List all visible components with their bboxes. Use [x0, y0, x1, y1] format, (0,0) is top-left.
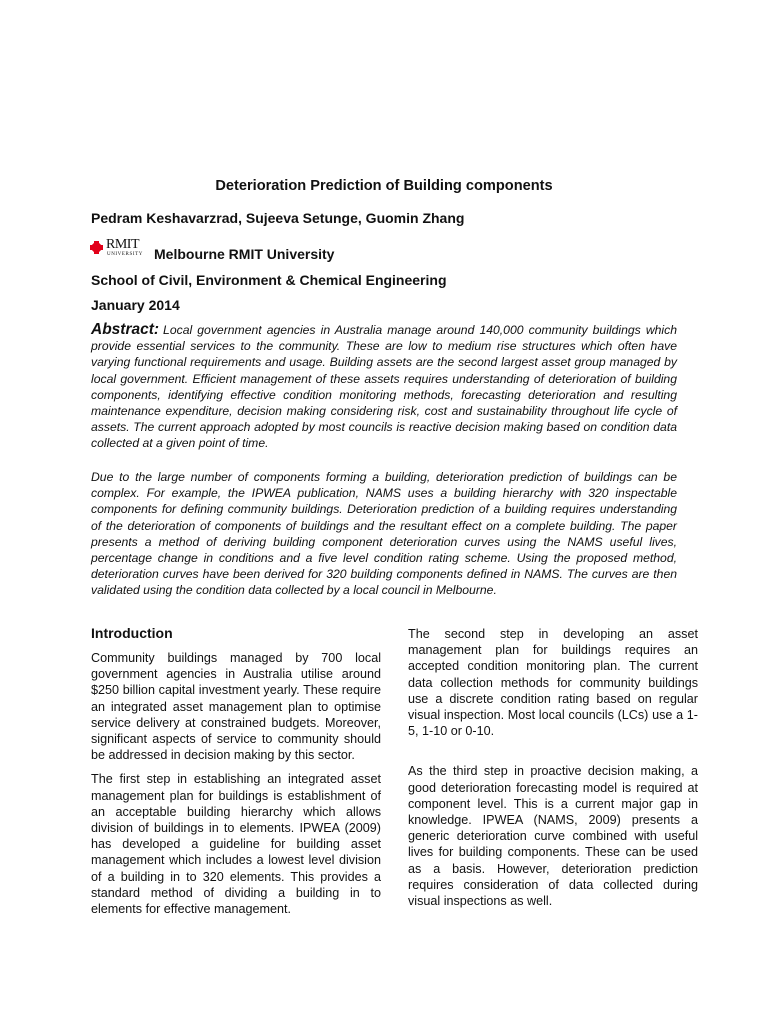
- logo-wordmark: RMIT: [106, 237, 139, 252]
- abstract-paragraph-1: [91, 322, 677, 452]
- abstract-text-1: Local government agencies in Australia manage around 140,000 community buildings which provide essential services to the community. These are low to medium rise structures which often have varying functional requirements and usage. Building assets are the second largest asset group managed by local government. Efficient management of these assets requires understanding of deterioration of building components, identifying effective condition monitoring methods, forecasting deterioration and resulting maintenance expenditure, decision making considering risk, cost and sustainability throughout life cycle of assets. The current approach adopted by most councils is reactive decision making based on condition data collected at a given point of time.: [91, 323, 677, 451]
- rmit-logo: [90, 238, 154, 262]
- left-column: [91, 624, 381, 925]
- intro-paragraph-1: Community buildings managed by 700 local government agencies in Australia utilise around $250 billion capital investment yearly. These require an integrated asset management plan to optimise service delivery at constrained budgets. Moreover, significant aspects of service to community should be addressed in decision making by this sector.: [91, 651, 381, 763]
- publication-date: January 2014: [91, 297, 180, 313]
- affiliation: Melbourne RMIT University: [154, 246, 335, 262]
- intro-paragraph-3: The second step in developing an asset management plan for buildings requires an accepted condition monitoring plan. The current data collection methods for community buildings use a discrete condition rating based on regular visual inspection. Most local councils (LCs) use a 1-5, 1-10 or 0-10.: [408, 627, 698, 739]
- section-heading-introduction: Introduction: [91, 625, 173, 641]
- intro-paragraph-2: The first step in establishing an integrated asset management plan for buildings is establishment of an acceptable building hierarchy which allows division of buildings in to elements. IPWEA (2009) has developed a guideline for building asset management which includes a lowest level division of a building in to 320 elements. This provides a standard method of dividing a building in to elements for effective management.: [91, 772, 381, 917]
- right-column: [408, 626, 698, 917]
- abstract-label: Abstract:: [91, 321, 160, 338]
- paper-title: Deterioration Prediction of Building components: [215, 178, 553, 194]
- logo-subtext: UNIVERSITY: [107, 252, 143, 257]
- school-name: School of Civil, Environment & Chemical Engineering: [91, 272, 447, 288]
- rmit-logo-icon: [90, 241, 103, 254]
- intro-paragraph-4: As the third step in proactive decision making, a good deterioration forecasting model is required at component level. This is a current major gap in knowledge. IPWEA (NAMS, 2009) presents a generic deterioration curve combined with useful lives for building components. These can be used as a basis. However, deterioration prediction requires consideration of data collected during visual inspections as well.: [408, 764, 698, 909]
- abstract-paragraph-2: Due to the large number of components forming a building, deterioration prediction of buildings can be complex. For example, the IPWEA publication, NAMS uses a building hierarchy with 320 inspectable components for defining community buildings. Deterioration prediction of a building requires understanding of the deterioration of components of buildings and the resultant effect on a complete building. The paper presents a method of deriving building component deterioration curves using the NAMS useful lives, percentage change in conditions and a five level condition rating scheme. Using the proposed method, deterioration curves have been derived for 320 building components defined in NAMS. The curves are then validated using the condition data collected by a local council in Melbourne.: [91, 470, 677, 598]
- author-list: Pedram Keshavarzrad, Sujeeva Setunge, Guomin Zhang: [91, 210, 465, 226]
